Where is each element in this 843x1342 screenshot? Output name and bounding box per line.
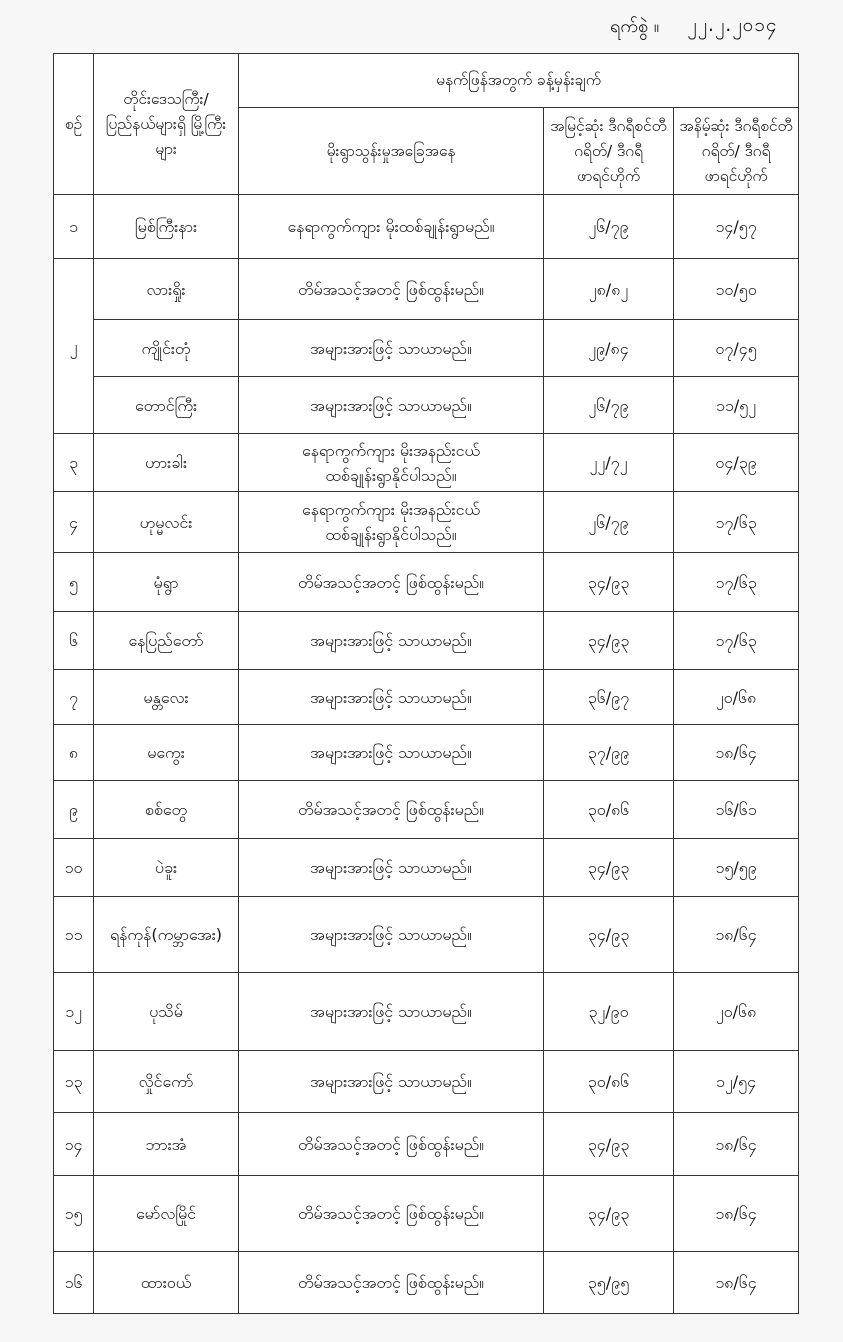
table-row <box>54 259 799 320</box>
rain-condition <box>239 377 544 434</box>
condition-line: အများအားဖြင့် သာယာမည်။ <box>310 743 472 762</box>
max-temp: ၃၄/၉၃ <box>544 1113 674 1176</box>
min-temp: ၁၈/၆၄ <box>674 1113 799 1176</box>
condition-line: အများအားဖြင့် သာယာမည်။ <box>310 925 472 944</box>
row-number: ၁၀ <box>54 839 94 897</box>
row-number: ၇ <box>54 670 94 725</box>
min-temp: ၁၇/၆၃ <box>674 492 799 553</box>
max-temp: ၂၆/၇၉ <box>544 377 674 434</box>
condition-line: အများအားဖြင့် သာယာမည်။ <box>310 1072 472 1091</box>
table-row <box>54 1051 799 1113</box>
date-line <box>610 10 820 44</box>
max-temp: ၃၂/၉၀ <box>544 973 674 1051</box>
table-row <box>54 612 799 670</box>
city-name: ဟုမ္မလင်း <box>94 492 239 553</box>
condition-line: ထစ်ချုန်းရွာနိုင်ပါသည်။ <box>325 525 457 544</box>
condition-line: အများအားဖြင့် သာယာမည်။ <box>310 395 472 415</box>
city-name: ထားဝယ် <box>94 1252 239 1314</box>
min-temp: ၁၇/၆၃ <box>674 553 799 612</box>
rain-condition <box>239 781 544 839</box>
min-temp: ၁၂/၅၄ <box>674 1051 799 1113</box>
table-row <box>54 195 799 259</box>
row-number: ၁၆ <box>54 1252 94 1314</box>
min-temp: ၁၁/၅၂ <box>674 377 799 434</box>
city-name: လှိုင်ကော် <box>94 1051 239 1113</box>
min-temp: ၁၇/၆၃ <box>674 612 799 670</box>
row-number: ၆ <box>54 612 94 670</box>
row-number: ၁၄ <box>54 1113 94 1176</box>
city-name: မန္တလေး <box>94 670 239 725</box>
condition-line: အများအားဖြင့် သာယာမည်။ <box>310 1002 472 1021</box>
rain-condition <box>239 1051 544 1113</box>
min-temp: ၁၆/၆၁ <box>674 781 799 839</box>
rain-condition <box>239 195 544 259</box>
condition-line: နေရာကွက်ကျား မိုးထစ်ချုန်းရွာမည်။ <box>287 217 495 236</box>
date-value: ၂၂.၂.၂၀၁၄ <box>687 14 778 36</box>
row-number: ၁၂ <box>54 973 94 1051</box>
condition-line: အများအားဖြင့် သာယာမည်။ <box>310 631 472 650</box>
date-label: ရက်စွဲ ။ <box>610 15 660 37</box>
max-temp: ၃၄/၉၃ <box>544 897 674 973</box>
condition-line: တိမ်အသင့်အတင့် ဖြစ်ထွန်းမည်။ <box>297 1273 485 1292</box>
min-temp: ၀၇/၄၅ <box>674 320 799 377</box>
max-temp: ၃၄/၉၃ <box>544 1176 674 1252</box>
table-row <box>54 897 799 973</box>
table-row <box>54 839 799 897</box>
table-row <box>54 320 799 377</box>
min-temp: ၁၈/၆၄ <box>674 725 799 781</box>
city-name: ဟားခါး <box>94 434 239 492</box>
max-temp: ၂၂/၇၂ <box>544 434 674 492</box>
table-row <box>54 1113 799 1176</box>
table-row <box>54 1176 799 1252</box>
table-body <box>54 195 799 1314</box>
max-temp: ၂၉/၈၄ <box>544 320 674 377</box>
row-number: ၁ <box>54 195 94 259</box>
max-temp: ၃၀/၈၆ <box>544 781 674 839</box>
max-temp: ၃၅/၉၅ <box>544 1252 674 1314</box>
table-row <box>54 973 799 1051</box>
table-row <box>54 670 799 725</box>
condition-line: တိမ်အသင့်အတင့် ဖြစ်ထွန်းမည်။ <box>297 279 485 299</box>
rain-condition <box>239 320 544 377</box>
max-temp: ၃၄/၉၃ <box>544 839 674 897</box>
row-number: ၈ <box>54 725 94 781</box>
condition-line: တိမ်အသင့်အတင့် ဖြစ်ထွန်းမည်။ <box>297 1204 485 1223</box>
table-row <box>54 725 799 781</box>
city-name: ပုသိမ် <box>94 973 239 1051</box>
min-temp: ၂၀/၆၈ <box>674 973 799 1051</box>
row-number: ၅ <box>54 553 94 612</box>
min-temp: ၀၄/၃၉ <box>674 434 799 492</box>
city-name: မကွေး <box>94 725 239 781</box>
row-number: ၁၅ <box>54 1176 94 1252</box>
rain-condition <box>239 973 544 1051</box>
min-temp: ၁၈/၆၄ <box>674 897 799 973</box>
rain-condition <box>239 434 544 492</box>
condition-line: ထစ်ချုန်းရွာနိုင်ပါသည်။ <box>325 465 457 485</box>
rain-condition <box>239 1113 544 1176</box>
max-temp: ၂၆/၇၉ <box>544 492 674 553</box>
condition-line: အများအားဖြင့် သာယာမည်။ <box>310 687 472 707</box>
header-city: တိုင်းဒေသကြီး/ ပြည်နယ်များရှိ မြို့ကြီးများ <box>94 54 239 195</box>
rain-condition <box>239 839 544 897</box>
header-no: စဉ် <box>54 54 94 195</box>
max-temp: ၃၄/၉၃ <box>544 612 674 670</box>
condition-line: အများအားဖြင့် သာယာမည်။ <box>310 338 472 358</box>
city-name: မုံရွာ <box>94 553 239 612</box>
rain-condition <box>239 1176 544 1252</box>
city-name: တောင်ကြီး <box>94 377 239 434</box>
city-name: မြစ်ကြီးနား <box>94 195 239 259</box>
table-row <box>54 553 799 612</box>
max-temp: ၃၀/၈၆ <box>544 1051 674 1113</box>
rain-condition <box>239 670 544 725</box>
rain-condition <box>239 725 544 781</box>
min-temp: ၂၀/၆၈ <box>674 670 799 725</box>
city-name: ပဲခူး <box>94 839 239 897</box>
city-name: ရန်ကုန်(ကမ္ဘာအေး) <box>94 897 239 973</box>
row-number: ၃ <box>54 434 94 492</box>
min-temp: ၁၈/၆၄ <box>674 1176 799 1252</box>
city-name: စစ်တွေ <box>94 781 239 839</box>
city-name: နေပြည်တော် <box>94 612 239 670</box>
city-name: မော်လမြိုင် <box>94 1176 239 1252</box>
header-max-temp: အမြင့်ဆုံး ဒီဂရီစင်တီဂရိတ်/ ဒီဂရီဖာရင်ဟိုက် <box>544 108 674 195</box>
condition-line: နေရာကွက်ကျား မိုးအနည်းငယ် <box>301 440 481 460</box>
min-temp: ၁၈/၆၄ <box>674 1252 799 1314</box>
max-temp: ၂၆/၇၉ <box>544 195 674 259</box>
rain-condition <box>239 492 544 553</box>
min-temp: ၁၀/၅၀ <box>674 259 799 320</box>
condition-line: တိမ်အသင့်အတင့် ဖြစ်ထွန်းမည်။ <box>297 800 485 819</box>
row-number: ၉ <box>54 781 94 839</box>
table-row <box>54 492 799 553</box>
rain-condition <box>239 1252 544 1314</box>
max-temp: ၃၇/၉၉ <box>544 725 674 781</box>
condition-line: နေရာကွက်ကျား မိုးအနည်းငယ် <box>301 500 481 519</box>
max-temp: ၃၄/၉၃ <box>544 553 674 612</box>
min-temp: ၁၅/၅၉ <box>674 839 799 897</box>
city-name: လားရှိုး <box>94 259 239 320</box>
max-temp: ၂၈/၈၂ <box>544 259 674 320</box>
header-forecast-group: မနက်ဖြန်အတွက် ခန့်မှန်းချက် <box>239 54 799 108</box>
header-min-temp: အနိမ့်ဆုံး ဒီဂရီစင်တီဂရိတ်/ ဒီဂရီဖာရင်ဟိုက် <box>674 108 799 195</box>
table-row <box>54 377 799 434</box>
row-number: ၁၃ <box>54 1051 94 1113</box>
rain-condition <box>239 897 544 973</box>
min-temp: ၁၄/၅၇ <box>674 195 799 259</box>
header-condition: မိုးရွာသွန်းမှုအခြေအနေ <box>239 108 544 195</box>
rain-condition <box>239 259 544 320</box>
row-number: ၁၁ <box>54 897 94 973</box>
condition-line: တိမ်အသင့်အတင့် ဖြစ်ထွန်းမည်။ <box>297 1134 485 1154</box>
rain-condition <box>239 553 544 612</box>
max-temp: ၃၆/၉၇ <box>544 670 674 725</box>
table-row <box>54 434 799 492</box>
table-row <box>54 1252 799 1314</box>
table-row <box>54 781 799 839</box>
condition-line: တိမ်အသင့်အတင့် ဖြစ်ထွန်းမည်။ <box>297 572 485 592</box>
condition-line: အများအားဖြင့် သာယာမည်။ <box>310 858 472 877</box>
rain-condition <box>239 612 544 670</box>
forecast-table <box>53 53 799 1314</box>
city-name: ဘားအံ <box>94 1113 239 1176</box>
row-number: ၂ <box>54 259 94 434</box>
city-name: ကျိုင်းတုံ <box>94 320 239 377</box>
row-number: ၄ <box>54 492 94 553</box>
